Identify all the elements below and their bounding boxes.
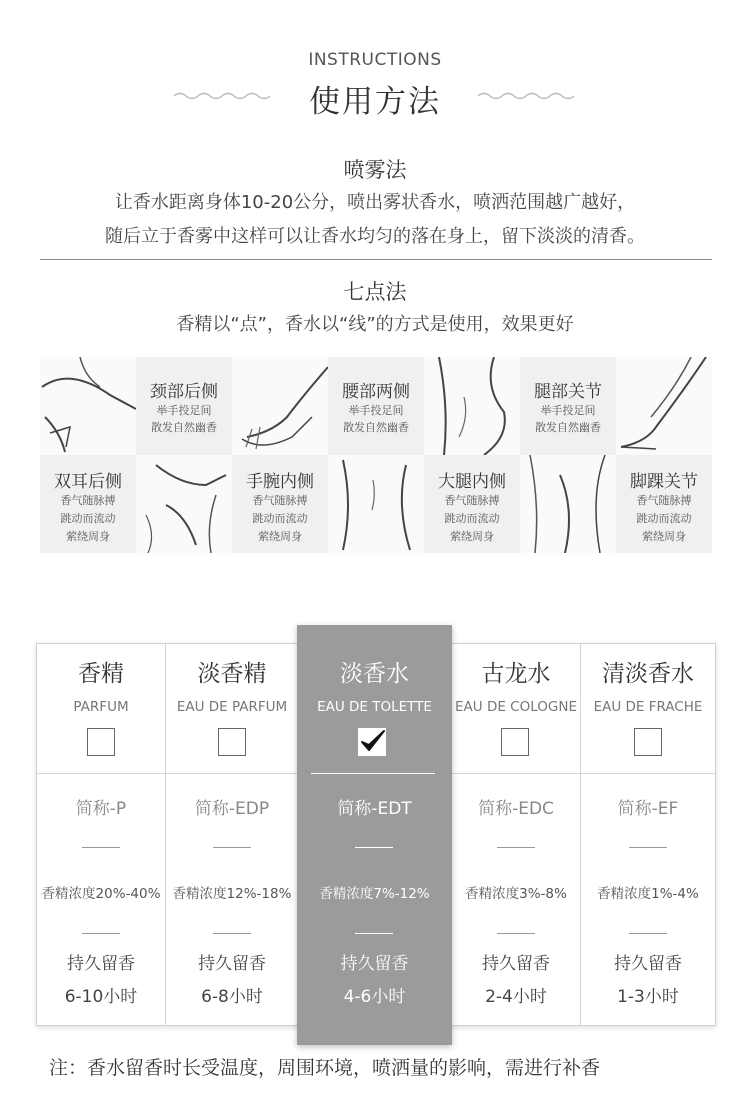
type-name: 淡香精 <box>197 661 267 687</box>
row-divider <box>452 773 715 774</box>
point-desc-line1: 香气随脉搏 <box>252 494 308 507</box>
type-checkbox[interactable] <box>501 728 529 756</box>
type-lasting: 持久留香 <box>198 954 266 974</box>
thigh-sketch-image <box>520 455 616 553</box>
footnote: 注：香水留香时长受温度，周围环境，喷洒量的影响，需进行补香 <box>49 1057 601 1079</box>
point-wrist <box>232 455 328 553</box>
point-desc-line2: 跳动而流动 <box>252 512 308 525</box>
type-concentration: 香精浓度20%-40% <box>41 886 161 902</box>
type-abbr: 简称-EF <box>617 799 679 819</box>
dash-divider <box>629 847 667 848</box>
point-knee <box>520 357 616 455</box>
dash-divider <box>497 933 535 934</box>
dash-divider <box>497 847 535 848</box>
type-concentration: 香精浓度3%-8% <box>465 886 567 902</box>
wave-decoration-right <box>478 88 578 104</box>
type-duration: 6-10小时 <box>64 987 138 1007</box>
seven-point-title: 七点法 <box>343 280 407 304</box>
ear-sketch-image <box>136 455 232 553</box>
point-desc-line2: 跳动而流动 <box>636 512 692 525</box>
section-divider <box>40 259 712 260</box>
type-duration: 4-6小时 <box>343 987 406 1007</box>
type-checkbox[interactable] <box>87 728 115 756</box>
row-divider-highlight <box>311 773 435 774</box>
dash-divider <box>213 847 251 848</box>
type-name: 古龙水 <box>481 661 551 687</box>
point-title: 脚踝关节 <box>630 472 698 492</box>
point-neck <box>136 357 232 455</box>
type-abbr: 简称-EDC <box>478 799 554 819</box>
point-title: 双耳后侧 <box>54 472 122 492</box>
type-duration: 2-4小时 <box>485 987 547 1007</box>
type-en-name: EAU DE FRACHE <box>593 699 703 715</box>
point-title: 颈部后侧 <box>150 382 218 402</box>
type-abbr: 简称-EDP <box>194 799 270 819</box>
type-en-name: EAU DE COLOGNE <box>455 699 577 715</box>
type-concentration: 香精浓度7%-12% <box>319 886 430 902</box>
torso-sketch-image <box>328 455 424 553</box>
type-lasting: 持久留香 <box>614 954 682 974</box>
dash-divider <box>213 933 251 934</box>
wrist-sketch-image <box>232 357 328 455</box>
point-desc-line1: 香气随脉搏 <box>444 494 500 507</box>
point-title: 手腕内侧 <box>246 472 314 492</box>
type-en-name: EAU DE PARFUM <box>176 699 288 715</box>
usage-title: 使用方法 <box>309 84 441 120</box>
spray-method-line2: 随后立于香雾中这样可以让香水均匀的落在身上，留下淡淡的清香。 <box>105 226 645 247</box>
row-divider <box>37 773 297 774</box>
dash-divider <box>82 847 120 848</box>
spray-method-title: 喷雾法 <box>343 158 407 182</box>
type-lasting: 持久留香 <box>340 954 409 974</box>
type-concentration: 香精浓度12%-18% <box>172 886 292 902</box>
point-title: 腰部两侧 <box>342 382 410 402</box>
seven-point-subtitle: 香精以“点”，香水以“线”的方式是使用，效果更好 <box>176 314 574 335</box>
type-lasting: 持久留香 <box>67 954 135 974</box>
type-checkbox[interactable] <box>634 728 662 756</box>
type-en-name: EAU DE TOLETTE <box>317 699 432 715</box>
checkmark-icon <box>358 728 386 756</box>
point-desc-line2: 散发自然幽香 <box>151 421 217 434</box>
point-desc-line3: 萦绕周身 <box>450 530 494 543</box>
point-title: 大腿内侧 <box>438 472 506 492</box>
point-thigh <box>424 455 520 553</box>
point-desc-line1: 香气随脉搏 <box>636 494 692 507</box>
spray-method-line1: 让香水距离身体10-20公分，喷出雾状香水，喷洒范围越广越好， <box>114 192 636 213</box>
point-desc-line1: 举手投足间 <box>348 404 404 417</box>
type-concentration: 香精浓度1%-4% <box>597 886 699 902</box>
dash-divider <box>355 933 393 934</box>
body-points-grid <box>40 357 712 553</box>
point-ankle <box>616 455 712 553</box>
point-desc-line1: 香气随脉搏 <box>60 494 116 507</box>
legs-sketch-image <box>616 357 712 455</box>
type-checkbox[interactable] <box>218 728 246 756</box>
type-abbr: 简称-EDT <box>337 799 412 819</box>
type-name: 香精 <box>78 661 124 687</box>
neck-sketch-image <box>40 357 136 455</box>
type-name: 淡香水 <box>340 661 409 687</box>
type-abbr: 简称-P <box>75 799 127 819</box>
point-desc-line3: 萦绕周身 <box>66 530 110 543</box>
dash-divider <box>355 847 393 848</box>
point-desc-line1: 举手投足间 <box>156 404 212 417</box>
point-desc-line1: 举手投足间 <box>540 404 596 417</box>
type-duration: 6-8小时 <box>201 987 263 1007</box>
point-desc-line2: 跳动而流动 <box>60 512 116 525</box>
dash-divider <box>629 933 667 934</box>
point-desc-line3: 萦绕周身 <box>642 530 686 543</box>
type-lasting: 持久留香 <box>482 954 550 974</box>
instructions-en-title: INSTRUCTIONS <box>308 50 442 70</box>
type-duration: 1-3小时 <box>617 987 679 1007</box>
type-en-name: PARFUM <box>73 699 129 715</box>
point-waist <box>328 357 424 455</box>
point-desc-line2: 散发自然幽香 <box>535 421 601 434</box>
point-desc-line2: 散发自然幽香 <box>343 421 409 434</box>
point-desc-line3: 萦绕周身 <box>258 530 302 543</box>
type-name: 清淡香水 <box>602 661 694 687</box>
dash-divider <box>82 933 120 934</box>
point-ears <box>40 455 136 553</box>
point-title: 腿部关节 <box>534 382 602 402</box>
point-desc-line2: 跳动而流动 <box>444 512 500 525</box>
type-checkbox-checked[interactable] <box>358 728 386 756</box>
hip-sketch-image <box>424 357 520 455</box>
